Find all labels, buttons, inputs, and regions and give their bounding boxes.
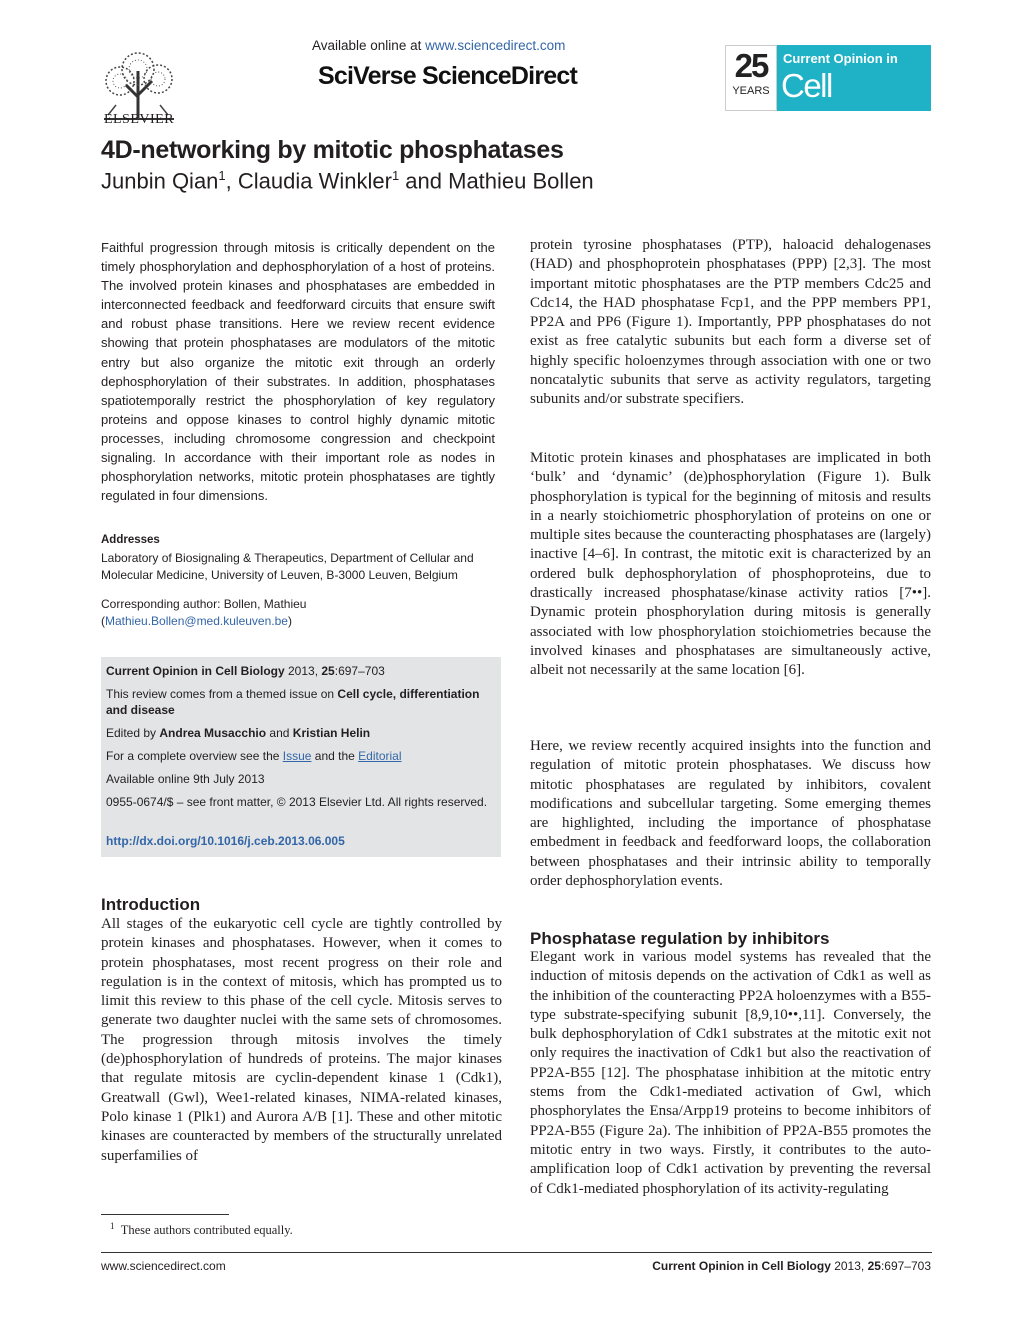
author: Claudia Winkler (237, 168, 392, 194)
footer-website[interactable]: www.sciencedirect.com (101, 1259, 226, 1273)
info-citation: Current Opinion in Cell Biology 2013, 25:697–703 (106, 664, 385, 678)
doi-link[interactable]: http://dx.doi.org/10.1016/j.ceb.2013.06.005 (106, 834, 345, 848)
section-heading-inhibitors: Phosphatase regulation by inhibitors (530, 929, 830, 948)
info-available: Available online 9th July 2013 (106, 772, 265, 786)
info-editors: Edited by Andrea Musacchio and Kristian Helin (106, 726, 371, 740)
author: Junbin Qian (101, 168, 219, 194)
info-themed-issue: This review comes from a themed issue on Cell cycle, differentiation and disease (106, 687, 480, 717)
platform-name: SciVerse ScienceDirect (318, 62, 577, 90)
badge-journal: Cell Biology (781, 67, 879, 142)
section-heading-introduction: Introduction (101, 895, 201, 914)
paragraph: Here, we review recently acquired insights into the function and regulation of mitotic protein phosphatases. We discuss how mitotic phosphatases are regulated by inhibitors, covalent modifications and subcellular targeting. Some emerging themes are highlighted, including the importance of phosphatase embedment in feedback and feedforward loops, the collaboration between phosphatases and their intrinsic ability to temporally order dephosphorylation events. (530, 738, 931, 890)
author-affiliation-mark: 1 (391, 168, 400, 183)
paragraph: Elegant work in various model systems has revealed that the induction of mitosis depends on the activation of Cdk1 as well as the inhibition of the counteracting PP2A holoenzymes with a B55-type substrate-specifying subunit [8,9,10••,11]. Conversely, the bulk dephosphorylation of Cdk1 substrates at the mitotic exit not only requires the inactivation of Cdk1 but also the reactivation of PP2A-B55 [12]. The phosphatase inhibition at the mitotic entry stems from the Cdk1-mediated activation of Gwl, which phosphorylates the Ensa/Arpp19 proteins to become inhibitors of PP2A-B55 (Figure 2a). The inhibition of PP2A-B55 promotes the mitotic entry in two ways. Firstly, it contributes to the auto-amplification loop of Cdk1 activation by preventing the reversal of Cdk1-mediated phosphorylation of its activity-regulating (530, 949, 931, 1197)
footer-citation: Current Opinion in Cell Biology 2013, 25:697–703 (652, 1259, 931, 1273)
footer-rule (101, 1252, 932, 1253)
editorial-link[interactable]: Editorial (358, 749, 402, 763)
addresses: Laboratory of Biosignaling & Therapeutics, Department of Cellular and Molecular Medicine, University of Leuven, B-3000 Leuven, Belgium (101, 551, 474, 582)
badge-number: 25 (734, 47, 768, 84)
paragraph: protein tyrosine phosphatases (PTP), haloacid dehalogenases (HAD) and phosphoprotein phosphatases (PPP) [2,3]. The most important mitotic phosphatases are the PTP members Cdc25 and Cdc14, the HAD phosphatase Fcp1, and the PPP members PP1, PP2A and PP6 (Figure 1). Importantly, PPP phosphatases do not exist as free catalytic subunits but each form a diverse set of highly specific holoenzymes through association with one or two noncatalytic subunits that serve as activity regulators, targeting subunits and/or substrate specifiers. (530, 237, 931, 408)
abstract: Faithful progression through mitosis is critically dependent on the timely phosphorylation and dephosphorylation of a host of proteins. The involved protein kinases and phosphatases are embedded in interconnected feedback and feedforward circuits that ensure swift and robust phase transitions. Here we review recent evidence showing that protein phosphatases are modulators of the mitotic entry but also organize the mitotic exit through an orderly dephosphorylation of their substrates. In addition, phosphatases spatiotemporally restrict the phosphorylation of key regulatory proteins and oppose kinases to control highly dynamic mitotic processes, including chromosome congression and checkpoint signaling. In accordance with their important role as nodes in phosphorylation networks, mitotic protein phosphatases are tightly regulated in four dimensions. (101, 240, 495, 504)
addresses-heading: Addresses (101, 534, 160, 546)
author-list: Junbin Qian$^1$, Claudia Winkler$^1$ and Mathieu Bollen (101, 168, 594, 194)
available-online: Available online at www.sciencedirect.com (312, 38, 566, 53)
badge-series: Current Opinion in (783, 51, 898, 66)
publisher-name: ELSEVIER (103, 112, 175, 127)
footnote: $^1$ These authors contributed equally. (110, 1221, 293, 1238)
sciencedirect-link[interactable]: www.sciencedirect.com (425, 38, 566, 53)
footnote-rule (101, 1214, 229, 1215)
article-title: 4D-networking by mitotic phosphatases (101, 136, 564, 164)
info-copyright: 0955-0674/$ – see front matter, © 2013 Elsevier Ltd. All rights reserved. (106, 795, 488, 809)
badge-journal-panel (777, 45, 931, 142)
author-affiliation-mark: 1 (218, 168, 226, 183)
paragraph: Mitotic protein kinases and phosphatases are implicated in both ‘bulk’ and ‘dynamic’ (de)phosphorylation (Figure 1). Bulk phosphorylation is typical for the beginning of mitosis and results in a nearly stoichiometric phosphorylation of proteins on one or multiple sites because the counteracting phosphatases are (largely) inactive [4–6]. In contrast, the mitotic exit is characterized by an ordered bulk dephosphorylation of phosphoproteins, due to drastically increased phosphatase/kinase activity ratios [7••]. Dynamic protein phosphorylation during mitosis is generally associated with low phosphorylation stoichiometries because the involved kinases and phosphatases are simultaneously active, albeit not necessarily at the same location [6]. (530, 450, 931, 679)
article-info-box (101, 657, 501, 857)
corresponding-author: Corresponding author: Bollen, Mathieu (Mathieu.Bollen@med.kuleuven.be) (101, 597, 307, 628)
issue-link[interactable]: Issue (282, 749, 312, 763)
badge-years: YEARS (732, 85, 770, 97)
introduction-body: All stages of the eukaryotic cell cycle are tightly controlled by protein kinases and phosphatases. However, when it comes to protein phosphatases, most recent progress on their role and regulation is in the context of mitosis, which has prompted us to limit this review to this phase of the cell cycle. Mitosis serves to generate two daughter nuclei with the same sets of chromosomes. The progression through mitosis involves the timely (de)phosphorylation of hundreds of proteins. The major kinases that regulate mitosis are cyclin-dependent kinase 1 (Cdk1), Greatwall (Gwl), Wee1-related kinases, NIMA-related kinases, Polo kinase 1 (Plk1) and Aurora A/B [1]. These and other mitotic kinases are counteracted by members of the structurally unrelated superfamilies of (101, 916, 502, 1164)
journal-badge (725, 45, 931, 142)
author: Mathieu Bollen (448, 168, 594, 194)
info-overview: For a complete overview see the Issue and the Editorial (106, 749, 402, 763)
author-email-link[interactable]: Mathieu.Bollen@med.kuleuven.be (105, 614, 288, 628)
